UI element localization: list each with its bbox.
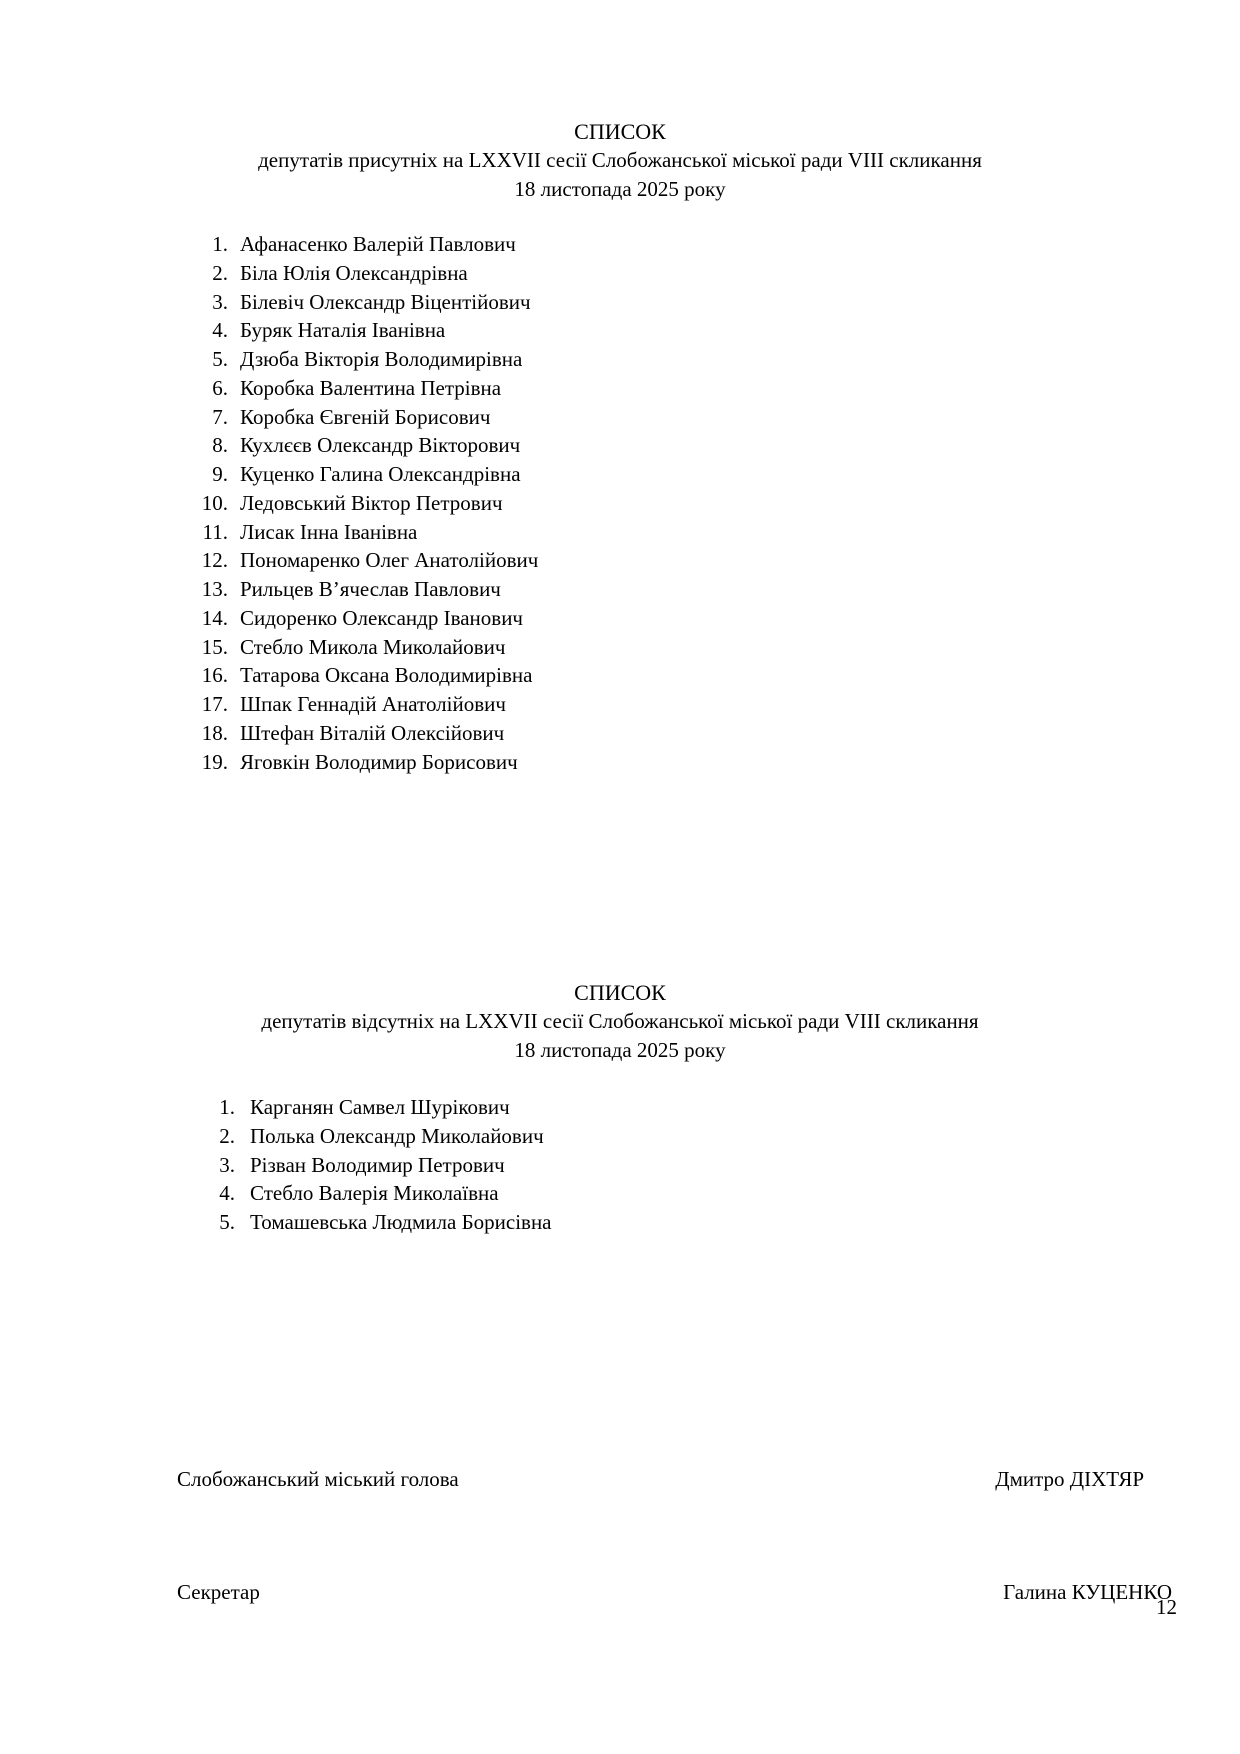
secretary-name: Галина КУЦЕНКО (1003, 1580, 1172, 1604)
list-item-number: 4. (219, 1181, 235, 1206)
list-item-number: 8. (212, 433, 228, 458)
present-list-subtitle: депутатів присутніх на LXXVІІ сесії Слобожанської міської ради VIII скликання (258, 148, 982, 172)
list-item-number: 16. (201, 663, 228, 688)
deputy-name: Лисак Інна Іванівна (240, 519, 418, 544)
page-number: 12 (1156, 1595, 1177, 1619)
present-list-date: 18 листопада 2025 року (514, 177, 726, 201)
list-item-number: 11. (202, 519, 228, 544)
deputy-name: Куценко Галина Олександрівна (240, 462, 521, 486)
deputy-name: Яговкін Володимир Борисович (240, 749, 518, 774)
deputy-name: Ледовський Віктор Петрович (240, 490, 503, 515)
deputy-name: Полька Олександр Миколайович (250, 1123, 544, 1148)
deputy-name: Татарова Оксана Володимирівна (240, 663, 533, 688)
list-item-number: 4. (212, 318, 228, 343)
list-item-number: 14. (201, 605, 228, 630)
list-item-number: 10. (201, 490, 228, 515)
present-list-title: СПИСОК (574, 119, 666, 144)
list-item-number: 7. (212, 404, 228, 429)
mayor-position: Слобожанський міський голова (177, 1467, 459, 1491)
list-item-number: 18. (201, 720, 228, 745)
mayor-name: Дмитро ДІХТЯР (995, 1467, 1144, 1491)
absent-list-date: 18 листопада 2025 року (514, 1038, 726, 1062)
deputy-name: Шпак Геннадій Анатолійович (240, 692, 506, 716)
present-list-heading (0, 117, 1240, 204)
deputy-name: Стебло Микола Миколайович (240, 634, 506, 659)
deputy-name: Коробка Євгеній Борисович (240, 404, 491, 429)
deputy-name: Сидоренко Олександр Іванович (240, 605, 523, 630)
list-item-number: 3. (212, 289, 228, 314)
deputy-name: Різван Володимир Петрович (250, 1152, 505, 1177)
deputy-name: Біла Юлія Олександрівна (240, 260, 468, 285)
list-item-number: 5. (212, 347, 228, 371)
deputy-name: Рильцев В’ячеслав Павлович (240, 577, 501, 601)
deputy-name: Афанасенко Валерій Павлович (240, 232, 516, 256)
absent-list-heading (0, 978, 1240, 1065)
list-item-number: 13. (201, 577, 228, 601)
deputy-name: Дзюба Вікторія Володимирівна (240, 347, 523, 371)
list-item-number: 5. (219, 1210, 235, 1234)
deputy-name: Карганян Самвел Шурікович (250, 1095, 510, 1119)
list-item-number: 6. (212, 375, 228, 400)
list-item-number: 1. (219, 1095, 235, 1119)
list-item-number: 9. (212, 462, 228, 486)
deputy-name: Пономаренко Олег Анатолійович (240, 548, 539, 573)
list-item-number: 19. (201, 749, 228, 774)
list-item-number: 15. (201, 634, 228, 659)
absent-list-subtitle: депутатів відсутніх на LXXVІІ сесії Слобожанської міської ради VIII скликання (261, 1009, 979, 1033)
list-item-number: 1. (212, 232, 228, 256)
deputy-name: Білевіч Олександр Віцентійович (240, 289, 531, 314)
deputy-name: Штефан Віталій Олексійович (240, 720, 505, 745)
absent-list-title: СПИСОК (574, 980, 666, 1005)
list-item-number: 12. (201, 548, 228, 573)
list-item-number: 2. (219, 1123, 235, 1148)
secretary-position: Секретар (177, 1580, 260, 1604)
deputy-name: Кухлєєв Олександр Вікторович (240, 433, 521, 458)
deputy-name: Стебло Валерія Миколаївна (250, 1181, 499, 1206)
list-item-number: 17. (201, 692, 228, 716)
list-item-number: 3. (219, 1152, 235, 1177)
deputy-name: Коробка Валентина Петрівна (240, 375, 502, 400)
deputy-name: Буряк Наталія Іванівна (240, 318, 446, 343)
deputy-name: Томашевська Людмила Борисівна (250, 1210, 552, 1234)
list-item-number: 2. (212, 260, 228, 285)
